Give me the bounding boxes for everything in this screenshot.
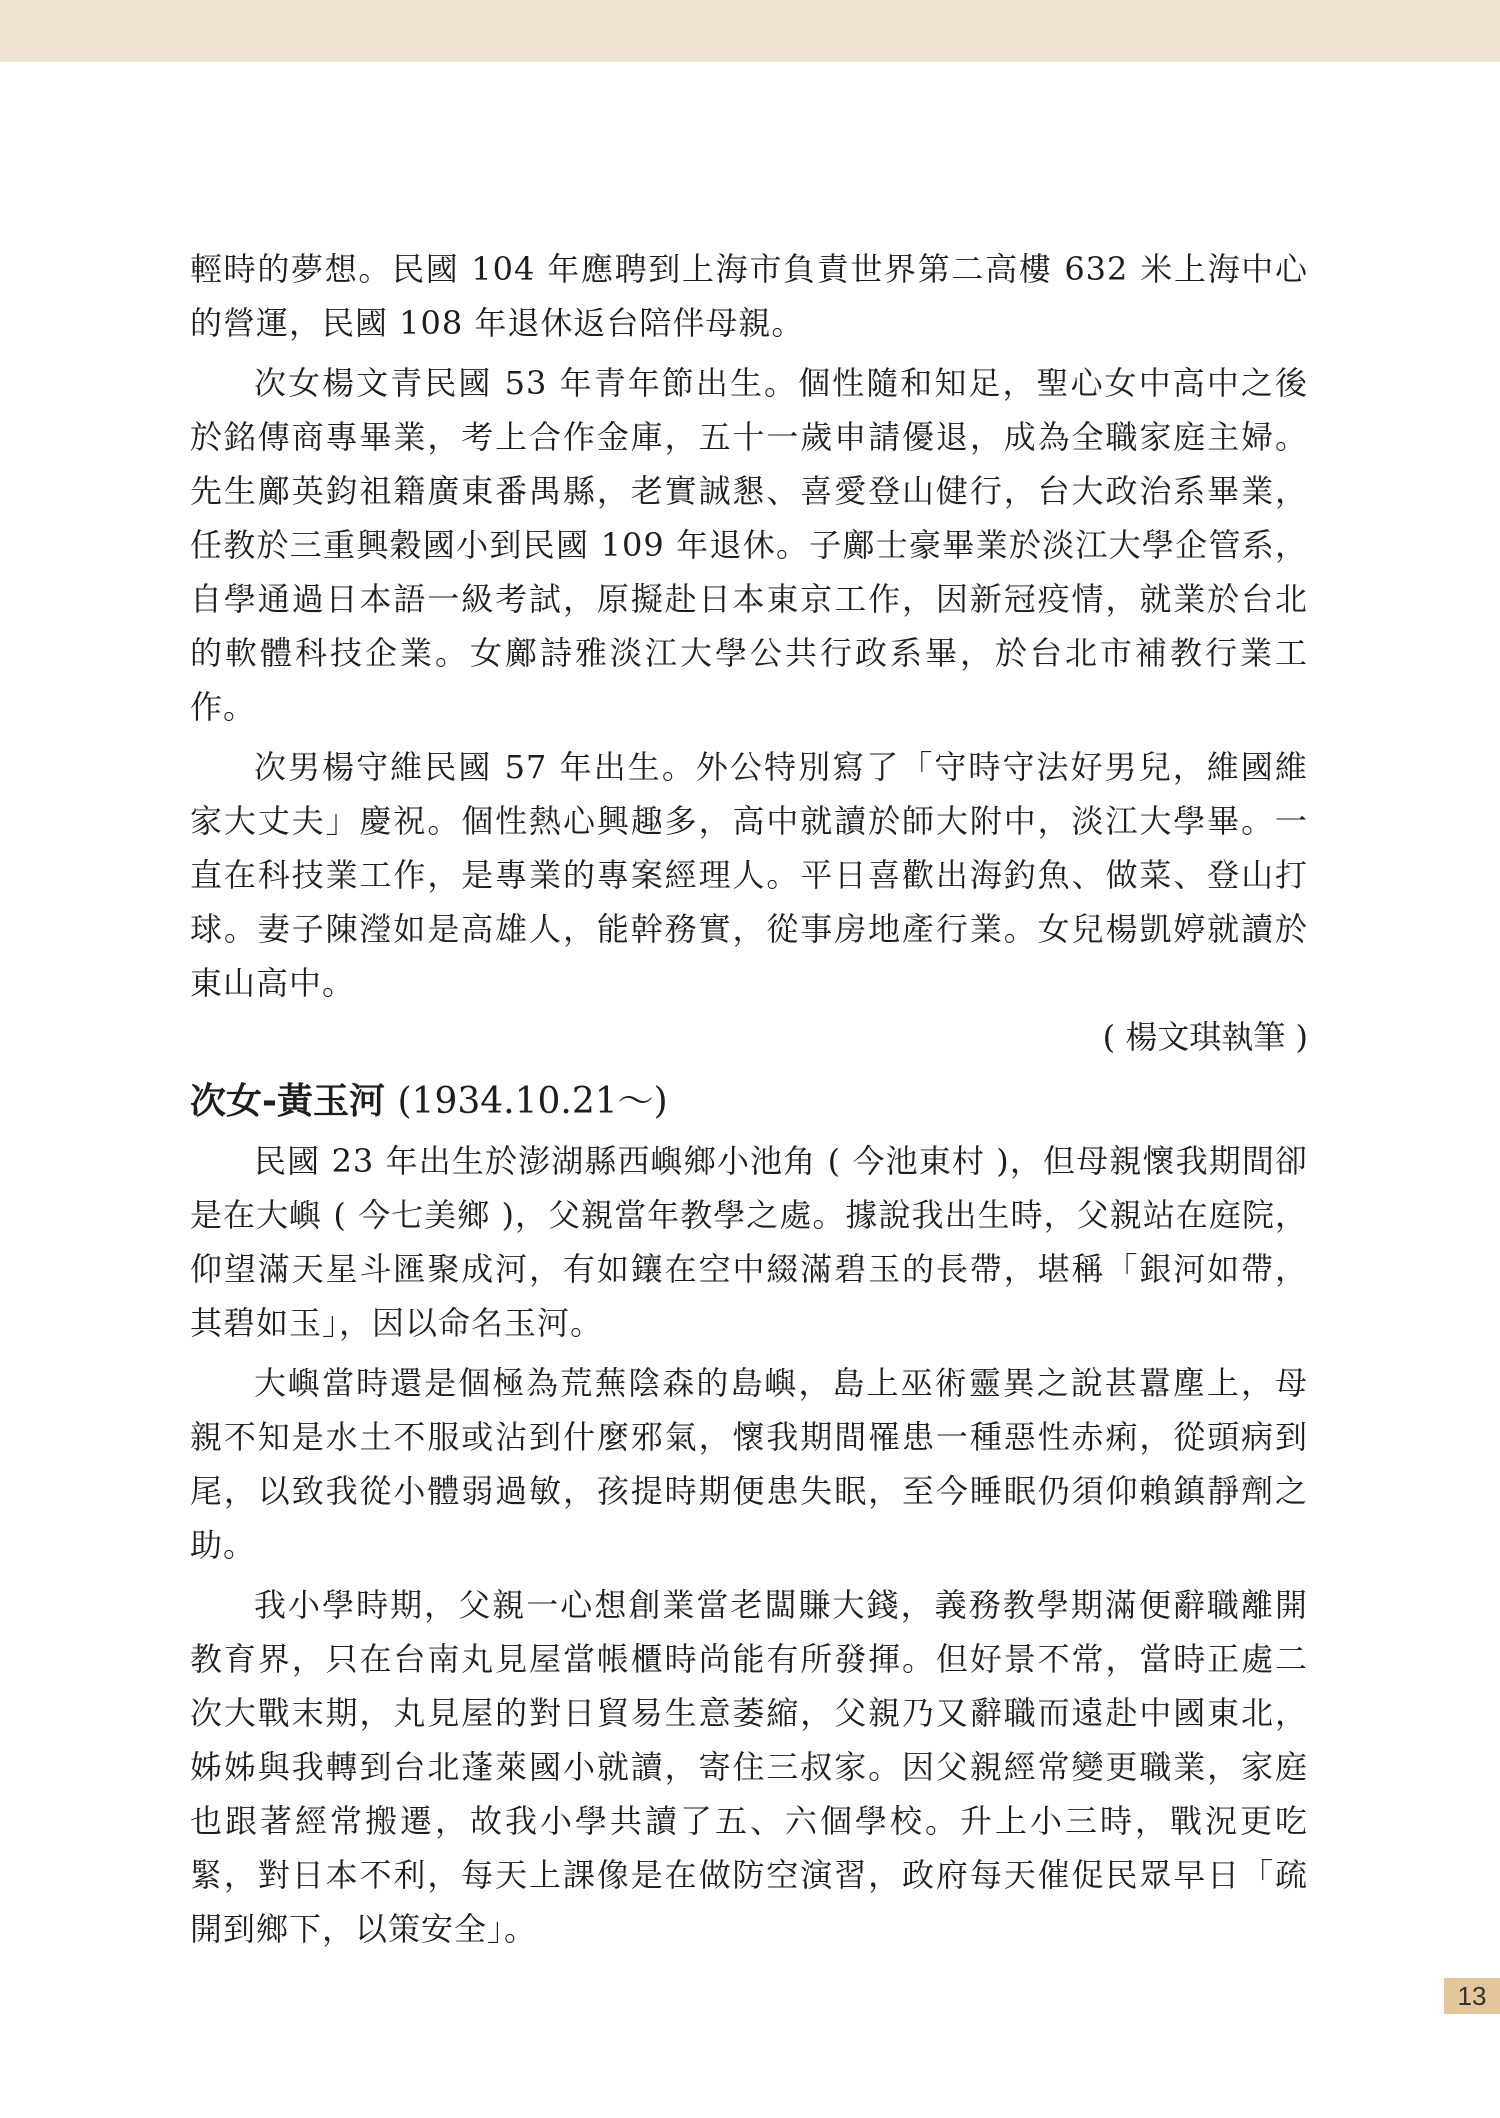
paragraph-birth: 民國 23 年出生於澎湖縣西嶼鄉小池角 ( 今池東村 )，但母親懷我期間卻是在大嶼 ( 今七美鄉 )，父親當年教學之處。據說我出生時，父親站在庭院，仰望滿天星斗匯聚成河，有如鑲在空中綴滿碧玉的長帶，堪稱「銀河如帶，其碧如玉」，因以命名玉河。	[190, 1142, 1308, 1342]
header-band	[0, 0, 1500, 62]
author-signature: ( 楊文琪執筆 )	[1102, 1018, 1308, 1056]
page-number: 13	[1444, 1978, 1500, 2014]
section-dates: (1934.10.21～)	[397, 1081, 668, 1122]
paragraph-island: 大嶼當時還是個極為荒蕪陰森的島嶼，島上巫術靈異之說甚囂塵上，母親不知是水土不服或沾到什麼邪氣，懷我期間罹患一種惡性赤痢，從頭病到尾，以致我從小體弱過敏，孩提時期便患失眠，至今睡眠仍須仰賴鎮靜劑之助。	[190, 1364, 1308, 1564]
page-content	[190, 242, 1308, 1956]
section-title: 次女-黃玉河	[190, 1081, 385, 1122]
paragraph-second-daughter: 次女楊文青民國 53 年青年節出生。個性隨和知足，聖心女中高中之後於銘傳商專畢業，考上合作金庫，五十一歲申請優退，成為全職家庭主婦。先生鄺英鈞祖籍廣東番禺縣，老實誠懇、喜愛登山健行，台大政治系畢業，任教於三重興穀國小到民國 109 年退休。子鄺士豪畢業於淡江大學企管系，自學通過日本語一級考試，原擬赴日本東京工作，因新冠疫情，就業於台北的軟體科技企業。女鄺詩雅淡江大學公共行政系畢，於台北市補教行業工作。	[190, 364, 1308, 726]
paragraph-school: 我小學時期，父親一心想創業當老闆賺大錢，義務教學期滿便辭職離開教育界，只在台南丸見屋當帳櫃時尚能有所發揮。但好景不常，當時正處二次大戰末期，丸見屋的對日貿易生意萎縮，父親乃又辭職而遠赴中國東北，姊姊與我轉到台北蓬萊國小就讀，寄住三叔家。因父親經常變更職業，家庭也跟著經常搬遷，故我小學共讀了五、六個學校。升上小三時，戰況更吃緊，對日本不利，每天上課像是在做防空演習，政府每天催促民眾早日「疏開到鄉下，以策安全」。	[190, 1586, 1308, 1948]
paragraph-second-son: 次男楊守維民國 57 年出生。外公特別寫了「守時守法好男兒，維國維家大丈夫」慶祝。個性熱心興趣多，高中就讀於師大附中，淡江大學畢。一直在科技業工作，是專業的專案經理人。平日喜歡出海釣魚、做菜、登山打球。妻子陳瀅如是高雄人，能幹務實，從事房地產行業。女兒楊凱婷就讀於東山高中。	[190, 748, 1308, 1002]
paragraph-continuation: 輕時的夢想。民國 104 年應聘到上海市負責世界第二高樓 632 米上海中心的營運，民國 108 年退休返台陪伴母親。	[190, 250, 1308, 342]
section-heading	[190, 1072, 1308, 1132]
